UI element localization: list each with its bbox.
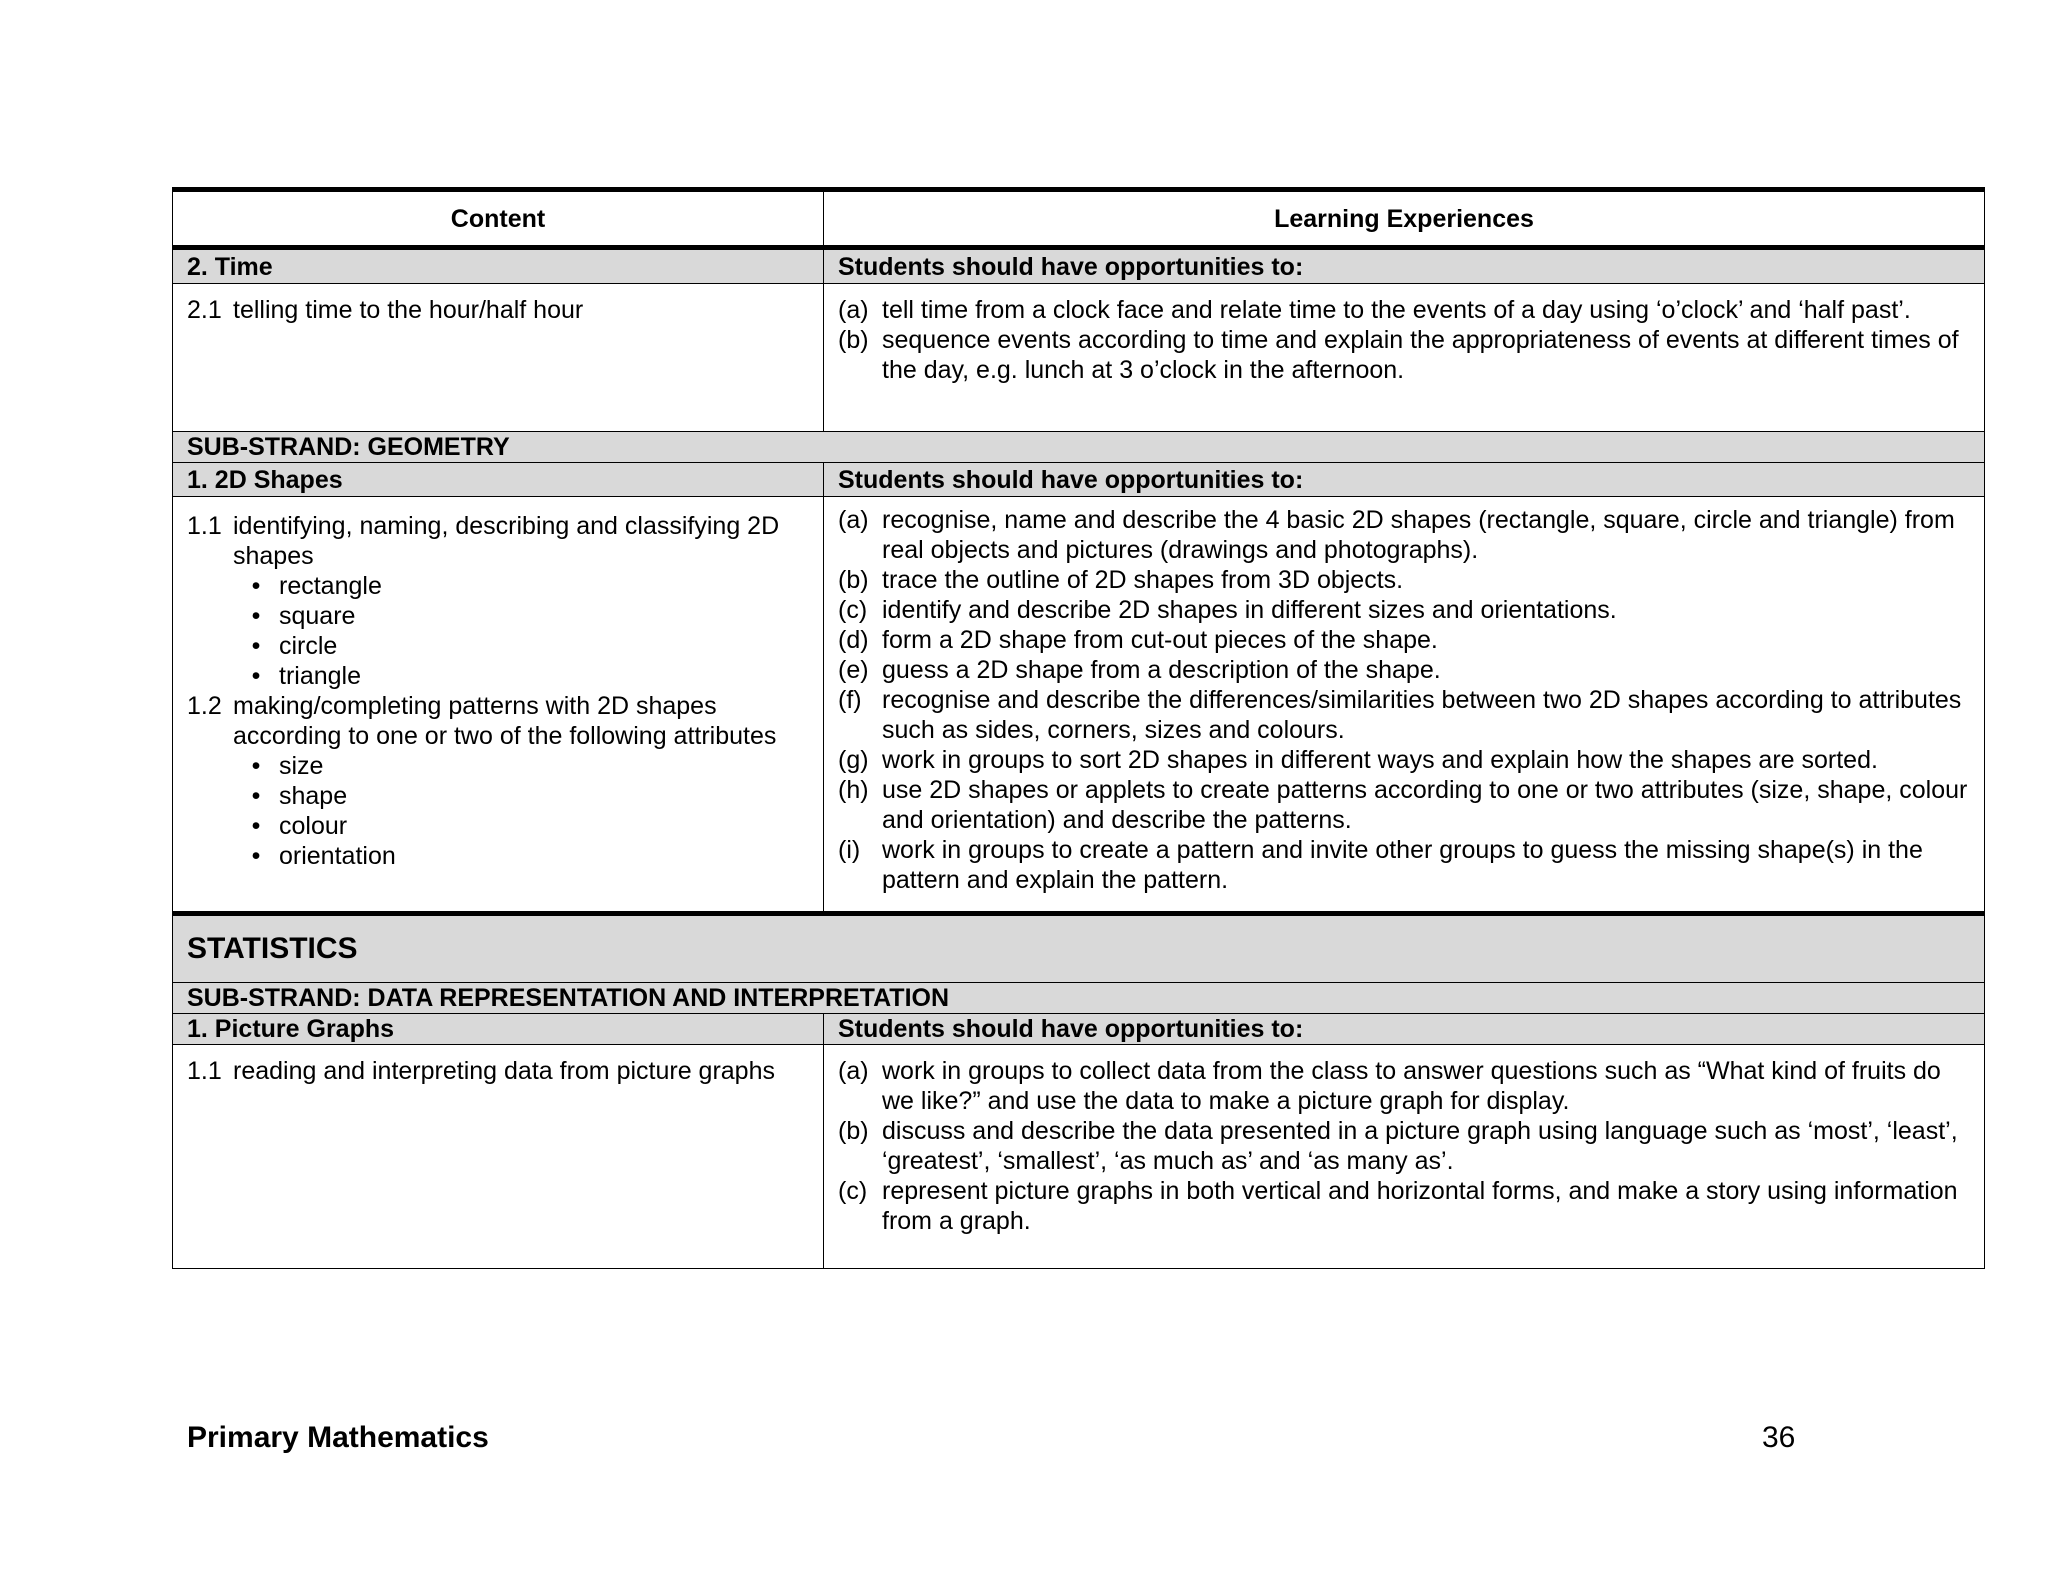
geometry-substrand-row xyxy=(173,432,1985,463)
experience-text: discuss and describe the data presented in a picture graph using language such as ‘most’, ‘least’, ‘greatest’, ‘smallest’, ‘as much as’ and ‘as many as’. xyxy=(882,1117,1958,1175)
experience-text: represent picture graphs in both vertical and horizontal forms, and make a story using information from a graph. xyxy=(882,1177,1958,1235)
time-title: 2. Time xyxy=(173,248,824,284)
graphs-title: 1. Picture Graphs xyxy=(173,1014,824,1045)
bullet-icon: • xyxy=(251,662,261,690)
experience-item xyxy=(838,685,1970,745)
experience-label: (g) xyxy=(838,746,869,774)
list-item xyxy=(233,571,809,601)
statistics-substrand-row xyxy=(173,983,1985,1014)
experience-item xyxy=(838,775,1970,835)
experience-item xyxy=(838,505,1970,565)
graphs-section-header xyxy=(173,1014,1985,1045)
experience-item xyxy=(838,1056,1970,1116)
content-item-number: 1.1 xyxy=(187,512,222,540)
experience-label: (b) xyxy=(838,566,869,594)
content-item xyxy=(187,691,809,751)
attribute-list xyxy=(187,751,809,871)
list-item-text: colour xyxy=(279,812,348,840)
time-content-cell xyxy=(173,284,824,432)
experience-text: tell time from a clock face and relate time to the events of a day using ‘o’clock’ and ‘half past’. xyxy=(882,296,1911,324)
list-item xyxy=(233,841,809,871)
experience-item xyxy=(838,745,1970,775)
experience-item xyxy=(838,295,1970,325)
experience-label: (i) xyxy=(838,836,861,864)
graphs-prompt: Students should have opportunities to: xyxy=(824,1014,1985,1045)
shapes-title: 1. 2D Shapes xyxy=(173,463,824,497)
bullet-icon: • xyxy=(251,602,261,630)
content-item-number: 2.1 xyxy=(187,296,222,324)
experience-label: (b) xyxy=(838,326,869,354)
content-item-text: identifying, naming, describing and classifying 2D shapes xyxy=(233,512,780,570)
time-prompt: Students should have opportunities to: xyxy=(824,248,1985,284)
curriculum-table xyxy=(172,187,1985,1269)
graphs-experiences-cell xyxy=(824,1045,1985,1269)
experience-text: work in groups to create a pattern and invite other groups to guess the missing shape(s) in the pattern and explain the pattern. xyxy=(882,836,1923,894)
list-item xyxy=(233,631,809,661)
list-item xyxy=(233,661,809,691)
time-section-header xyxy=(173,248,1985,284)
experience-item xyxy=(838,625,1970,655)
statistics-strand-row xyxy=(173,914,1985,983)
list-item-text: shape xyxy=(279,782,348,810)
bullet-icon: • xyxy=(251,632,261,660)
experience-text: recognise, name and describe the 4 basic 2D shapes (rectangle, square, circle and triangle) from real objects and pictures (drawings and photographs). xyxy=(882,506,1955,564)
header-content: Content xyxy=(173,190,824,248)
content-item-text: making/completing patterns with 2D shapes according to one or two of the following attributes xyxy=(233,692,777,750)
experience-item xyxy=(838,325,1970,385)
experience-label: (f) xyxy=(838,686,862,714)
list-item xyxy=(233,601,809,631)
shapes-content-cell xyxy=(173,497,824,914)
content-item-number: 1.1 xyxy=(187,1057,222,1085)
bullet-icon: • xyxy=(251,812,261,840)
statistics-substrand: SUB-STRAND: DATA REPRESENTATION AND INTERPRETATION xyxy=(173,983,1985,1014)
experience-item xyxy=(838,565,1970,595)
list-item xyxy=(233,811,809,841)
statistics-strand: STATISTICS xyxy=(173,914,1985,983)
experience-label: (d) xyxy=(838,626,869,654)
bullet-icon: • xyxy=(251,842,261,870)
experience-text: sequence events according to time and explain the appropriateness of events at different times of the day, e.g. lunch at 3 o’clock in the afternoon. xyxy=(882,326,1959,384)
experience-text: work in groups to collect data from the class to answer questions such as “What kind of fruits do we like?” and use the data to make a picture graph for display. xyxy=(882,1057,1941,1115)
list-item xyxy=(233,781,809,811)
list-item-text: size xyxy=(279,752,324,780)
graphs-content-cell xyxy=(173,1045,824,1269)
list-item-text: square xyxy=(279,602,356,630)
bullet-icon: • xyxy=(251,752,261,780)
experience-label: (c) xyxy=(838,1177,868,1205)
experience-label: (a) xyxy=(838,296,869,324)
geometry-substrand: SUB-STRAND: GEOMETRY xyxy=(173,432,1985,463)
shapes-experiences-cell xyxy=(824,497,1985,914)
content-item-text: telling time to the hour/half hour xyxy=(233,296,584,324)
list-item-text: triangle xyxy=(279,662,361,690)
time-experiences-cell xyxy=(824,284,1985,432)
experience-text: identify and describe 2D shapes in different sizes and orientations. xyxy=(882,596,1617,624)
experience-text: recognise and describe the differences/similarities between two 2D shapes according to attributes such as sides, corners, sizes and colours. xyxy=(882,686,1962,744)
list-item-text: rectangle xyxy=(279,572,382,600)
experience-item xyxy=(838,835,1970,895)
experience-text: trace the outline of 2D shapes from 3D objects. xyxy=(882,566,1404,594)
shapes-prompt: Students should have opportunities to: xyxy=(824,463,1985,497)
experience-label: (c) xyxy=(838,596,868,624)
header-learning-experiences: Learning Experiences xyxy=(824,190,1985,248)
experience-label: (a) xyxy=(838,506,869,534)
content-item-text: reading and interpreting data from picture graphs xyxy=(233,1057,775,1085)
list-item-text: circle xyxy=(279,632,338,660)
table-header-row xyxy=(173,190,1985,248)
content-item xyxy=(187,511,809,571)
list-item xyxy=(233,751,809,781)
experience-item xyxy=(838,1116,1970,1176)
experience-item xyxy=(838,1176,1970,1236)
content-item xyxy=(187,295,809,325)
experience-item xyxy=(838,595,1970,625)
bullet-icon: • xyxy=(251,782,261,810)
experience-label: (a) xyxy=(838,1057,869,1085)
experience-label: (e) xyxy=(838,656,869,684)
experience-text: work in groups to sort 2D shapes in different ways and explain how the shapes are sorted. xyxy=(882,746,1878,774)
time-body-row xyxy=(173,284,1985,432)
experience-item xyxy=(838,655,1970,685)
footer-title: Primary Mathematics xyxy=(187,1421,489,1454)
page-number: 36 xyxy=(1762,1421,1796,1454)
bullet-icon: • xyxy=(251,572,261,600)
content-item xyxy=(187,1056,809,1086)
shapes-body-row xyxy=(173,497,1985,914)
experience-label: (b) xyxy=(838,1117,869,1145)
attribute-list xyxy=(187,571,809,691)
experience-label: (h) xyxy=(838,776,869,804)
content-item-number: 1.2 xyxy=(187,692,222,720)
graphs-body-row xyxy=(173,1045,1985,1269)
experience-text: use 2D shapes or applets to create patterns according to one or two attributes (size, shape, colour and orientation) and describe the patterns. xyxy=(882,776,1968,834)
shapes-section-header xyxy=(173,463,1985,497)
list-item-text: orientation xyxy=(279,842,396,870)
experience-text: form a 2D shape from cut-out pieces of the shape. xyxy=(882,626,1438,654)
experience-text: guess a 2D shape from a description of the shape. xyxy=(882,656,1441,684)
